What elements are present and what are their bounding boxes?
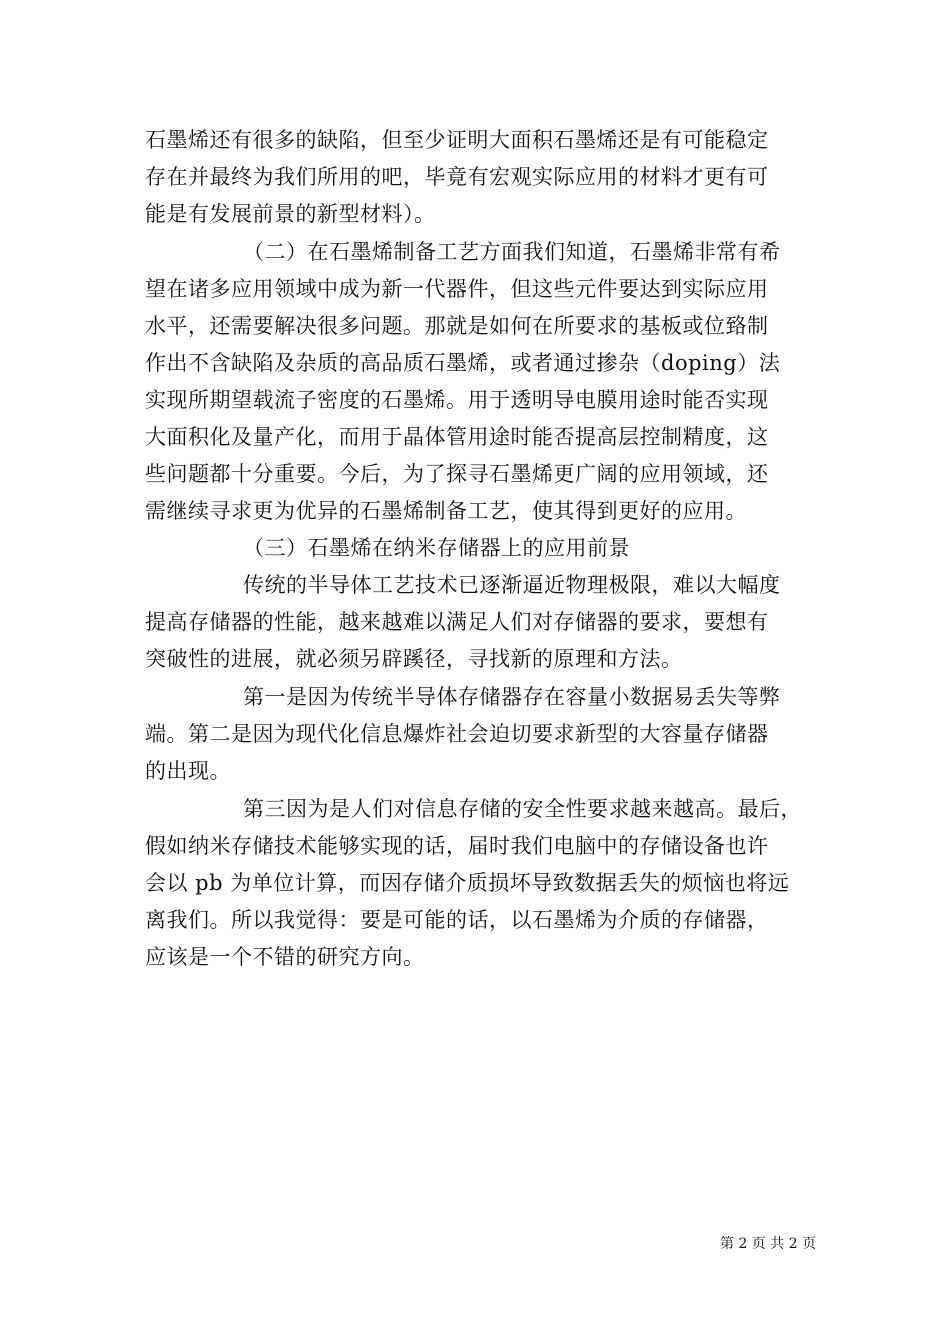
text-line: 的出现。 [145, 759, 231, 783]
text-line: 实现所期望载流子密度的石墨烯。用于透明导电膜用途时能否实现 [145, 388, 769, 412]
text-line: 传统的半导体工艺技术已逐渐逼近物理极限，难以大幅度 [243, 573, 781, 597]
text-line: 些问题都十分重要。今后，为了探寻石墨烯更广阔的应用领域，还 [145, 462, 769, 486]
text-line: 水平，还需要解决很多问题。那就是如何在所要求的基板或位臵制 [145, 314, 769, 338]
text-line: 大面积化及量产化，而用于晶体管用途时能否提高层控制精度，这 [145, 425, 769, 449]
text-line: 端。第二是因为现代化信息爆炸社会迫切要求新型的大容量存储器 [145, 722, 769, 746]
heading-line: （三）石墨烯在纳米存储器上的应用前景 [243, 536, 630, 560]
text-line: 需继续寻求更为优异的石墨烯制备工艺，使其得到更好的应用。 [145, 499, 747, 523]
text-line: 作出不含缺陷及杂质的高品质石墨烯，或者通过掺杂（doping）法 [145, 351, 781, 375]
text-line: 会以 pb 为单位计算，而因存储介质损坏导致数据丢失的烦恼也将远 [145, 871, 790, 895]
text-line: 第三因为是人们对信息存储的安全性要求越来越高。最后， [243, 797, 802, 821]
text-line: （二）在石墨烯制备工艺方面我们知道，石墨烯非常有希 [243, 240, 781, 264]
text-line: 存在并最终为我们所用的吧，毕竟有宏观实际应用的材料才更有可 [145, 165, 769, 189]
text-line: 提高存储器的性能，越来越难以满足人们对存储器的要求，要想有 [145, 610, 769, 634]
text-line: 能是有发展前景的新型材料）。 [145, 202, 436, 226]
text-line: 应该是一个不错的研究方向。 [145, 945, 425, 969]
text-line: 第一是因为传统半导体存储器存在容量小数据易丢失等弊 [243, 685, 781, 709]
text-line: 假如纳米存储技术能够实现的话，届时我们电脑中的存储设备也许 [145, 834, 769, 858]
page-number-footer: 第 2 页 共 2 页 [720, 1236, 817, 1252]
text-line: 石墨烯还有很多的缺陷，但至少证明大面积石墨烯还是有可能稳定 [145, 128, 769, 152]
text-line: 离我们。所以我觉得：要是可能的话，以石墨烯为介质的存储器， [145, 908, 769, 932]
text-line: 突破性的进展，就必须另辟蹊径，寻找新的原理和方法。 [145, 647, 683, 671]
text-line: 望在诸多应用领域中成为新一代器件，但这些元件要达到实际应用 [145, 277, 769, 301]
